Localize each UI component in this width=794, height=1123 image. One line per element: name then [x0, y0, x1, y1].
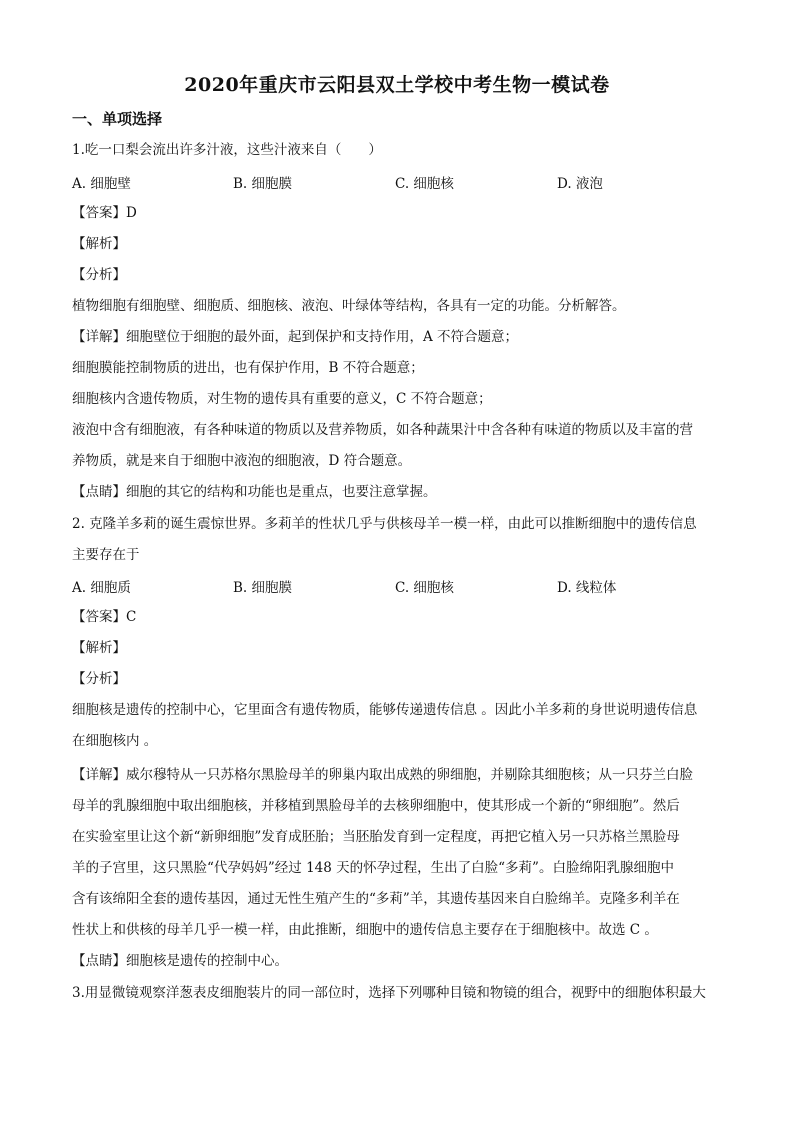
q1-option-a: A. 细胞壁 [72, 176, 131, 192]
q2-detail-6: 性状上和供核的母羊几乎一模一样，由此推断，细胞中的遗传信息主要存在于细胞核中。故选 C 。 [72, 922, 658, 938]
q1-option-c: C. 细胞核 [395, 176, 454, 192]
q1-point-line [72, 482, 437, 502]
q1-analysis-text: 植物细胞有细胞壁、细胞质、细胞核、液泡、叶绿体等结构，各具有一定的功能。分析解答。 [72, 298, 626, 314]
detail-text: 威尔穆特从一只苏格尔黑脸母羊的卵巢内取出成熟的卵细胞，并剔除其细胞核；从一只芬兰白脸 [126, 767, 693, 783]
q2-analysis-tag: 【分析】 [72, 671, 126, 687]
answer-tag: 【答案】 [72, 609, 126, 625]
q1-detail-2: 细胞膜能控制物质的进出，也有保护作用，B 不符合题意； [72, 360, 424, 376]
q1-analysis-tag: 【分析】 [72, 267, 126, 283]
answer-tag: 【答案】 [72, 205, 126, 221]
q1-option-b: B. 细胞膜 [233, 176, 293, 192]
q2-option-d: D. 线粒体 [557, 580, 617, 596]
question-2-stem-a: 2. 克隆羊多莉的诞生震惊世界。多莉羊的性状几乎与供核母羊一模一样，由此可以推断细胞中的遗传信息 [72, 516, 697, 532]
question-2-stem-b: 主要存在于 [72, 547, 140, 563]
q2-detail-3: 在实验室里让这个新“新卵细胞”发育成胚胎；当胚胎发育到一定程度，再把它植入另一只苏格兰黑脸母 [72, 829, 680, 845]
q2-option-c: C. 细胞核 [395, 580, 454, 596]
detail-text: 细胞壁位于细胞的最外面，起到保护和支持作用，A 不符合题意； [126, 329, 519, 345]
q2-explain-tag: 【解析】 [72, 640, 126, 656]
question-3-stem: 3.用显微镜观察洋葱表皮细胞装片的同一部位时，选择下列哪种目镜和物镜的组合，视野中的细胞体积最大 [72, 985, 706, 1001]
q2-detail-2: 母羊的乳腺细胞中取出细胞核，并移植到黑脸母羊的去核卵细胞中，使其形成一个新的“卵细胞”。然后 [72, 798, 680, 814]
q1-explain-tag: 【解析】 [72, 236, 126, 252]
question-1-stem: 1.吃一口梨会流出许多汁液，这些汁液来自（ ） [72, 142, 382, 158]
q2-analysis-a: 细胞核是遗传的控制中心，它里面含有遗传物质，能够传递遗传信息 。因此小羊多莉的身世说明遗传信息 [72, 702, 698, 718]
page-title: 2020年重庆市云阳县双土学校中考生物一模试卷 [184, 74, 610, 96]
detail-tag: 【详解】 [72, 767, 126, 783]
q2-answer-line [72, 607, 136, 627]
point-tag: 【点睛】 [72, 484, 126, 500]
point-text: 细胞的其它的结构和功能也是重点，也要注意掌握。 [126, 484, 437, 500]
q1-detail-4a: 液泡中含有细胞液，有各种味道的物质以及营养物质，如各种蔬果汁中含各种有味道的物质以及丰富的营 [72, 422, 693, 438]
q1-detail-3: 细胞核内含遗传物质，对生物的遗传具有重要的意义，C 不符合题意； [72, 391, 492, 407]
q2-option-b: B. 细胞膜 [233, 580, 293, 596]
q2-point-line [72, 951, 288, 971]
q2-option-a: A. 细胞质 [72, 580, 131, 596]
q2-detail-4: 羊的子宫里，这只黑脸“代孕妈妈”经过 148 天的怀孕过程，生出了白脸“多莉”。白脸绵阳乳腺细胞中 [72, 860, 674, 876]
q2-analysis-b: 在细胞核内 。 [72, 733, 158, 749]
answer-value: C [126, 609, 137, 625]
q1-detail-1 [72, 327, 518, 347]
q2-detail-5: 含有该绵阳全套的遗传基因，通过无性生殖产生的“多莉”羊，其遗传基因来自白脸绵羊。克隆多利羊在 [72, 891, 680, 907]
answer-value: D [126, 205, 137, 221]
q1-detail-4b: 养物质，就是来自于细胞中液泡的细胞液，D 符合题意。 [72, 453, 412, 469]
point-text: 细胞核是遗传的控制中心。 [126, 953, 288, 969]
detail-tag: 【详解】 [72, 329, 126, 345]
section-heading: 一、单项选择 [72, 110, 163, 128]
q1-option-d: D. 液泡 [557, 176, 603, 192]
point-tag: 【点睛】 [72, 953, 126, 969]
q1-answer-line [72, 203, 137, 223]
q2-detail-1 [72, 765, 693, 785]
